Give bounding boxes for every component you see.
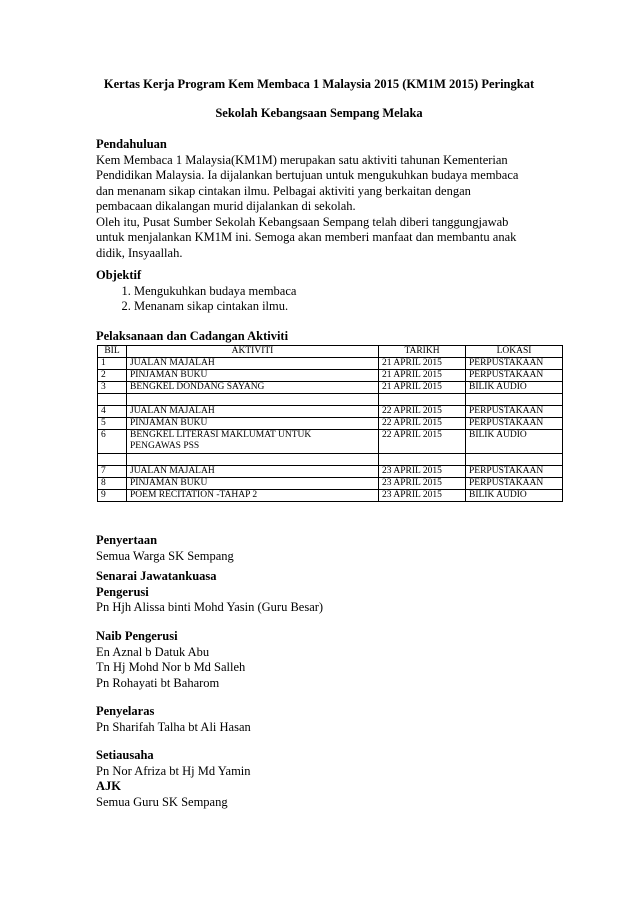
setiausaha-section	[96, 748, 566, 810]
cell-bil: 6	[98, 430, 127, 454]
table-row-empty	[98, 454, 563, 466]
cell-aktiviti: BENGKEL LITERASI MAKLUMAT UNTUK PENGAWAS PSS	[127, 430, 379, 454]
cell-lokasi: PERPUSTAKAAN	[466, 406, 563, 418]
naib-pengerusi-section	[96, 629, 566, 691]
setiausaha-name: Pn Nor Afriza bt Hj Md Yamin	[96, 763, 251, 778]
penyertaan-text: Semua Warga SK Sempang	[96, 548, 234, 563]
cell-tarikh: 21 APRIL 2015	[379, 382, 466, 394]
penyertaan-section	[96, 533, 566, 564]
cell-lokasi: BILIK AUDIO	[466, 490, 563, 502]
naib-pengerusi-heading: Naib Pengerusi	[96, 629, 178, 643]
pendahuluan-section	[96, 137, 566, 261]
cell-lokasi: PERPUSTAKAAN	[466, 358, 563, 370]
cell-aktiviti: BENGKEL DONDANG SAYANG	[127, 382, 379, 394]
naib-pengerusi-name: Pn Rohayati bt Baharom	[96, 675, 220, 690]
naib-pengerusi-name: Tn Hj Mohd Nor b Md Salleh	[96, 660, 246, 674]
cell-lokasi: PERPUSTAKAAN	[466, 370, 563, 382]
cell-aktiviti: PINJAMAN BUKU	[127, 418, 379, 430]
document-title-line2: Sekolah Kebangsaan Sempang Melaka	[215, 106, 423, 120]
setiausaha-heading: Setiausaha	[96, 748, 154, 762]
pendahuluan-line: didik, Insyaallah.	[96, 245, 183, 260]
cell-tarikh: 23 APRIL 2015	[379, 490, 466, 502]
list-item: 1. Mengukuhkan budaya membaca	[134, 284, 566, 300]
cell-lokasi: BILIK AUDIO	[466, 430, 563, 454]
penyelaras-name: Pn Sharifah Talha bt Ali Hasan	[96, 719, 251, 734]
cell-tarikh: 22 APRIL 2015	[379, 418, 466, 430]
jawatankuasa-section	[96, 569, 566, 616]
cell-aktiviti: PINJAMAN BUKU	[127, 370, 379, 382]
table-header-row	[98, 346, 563, 358]
pendahuluan-line: Kem Membaca 1 Malaysia(KM1M) merupakan satu aktiviti tahunan Kementerian	[96, 152, 508, 167]
penyelaras-section	[96, 704, 566, 735]
cell-bil: 7	[98, 466, 127, 478]
cell-bil: 2	[98, 370, 127, 382]
column-header-bil: BIL	[98, 346, 127, 358]
cell-tarikh: 22 APRIL 2015	[379, 406, 466, 418]
cell-tarikh: 22 APRIL 2015	[379, 430, 466, 454]
table-row	[98, 406, 563, 418]
cell-tarikh: 23 APRIL 2015	[379, 478, 466, 490]
cell-lokasi	[466, 454, 563, 466]
cell-tarikh: 21 APRIL 2015	[379, 370, 466, 382]
table-row	[98, 382, 563, 394]
cell-bil	[98, 454, 127, 466]
cell-aktiviti: JUALAN MAJALAH	[127, 406, 379, 418]
cell-tarikh: 21 APRIL 2015	[379, 358, 466, 370]
pelaksanaan-heading: Pelaksanaan dan Cadangan Aktiviti	[96, 329, 289, 343]
table-row	[98, 430, 563, 454]
cell-bil: 8	[98, 478, 127, 490]
cell-aktiviti: JUALAN MAJALAH	[127, 358, 379, 370]
cell-lokasi: BILIK AUDIO	[466, 382, 563, 394]
cell-aktiviti: PINJAMAN BUKU	[127, 478, 379, 490]
cell-bil: 9	[98, 490, 127, 502]
table-row	[98, 358, 563, 370]
ajk-heading: AJK	[96, 779, 121, 793]
naib-pengerusi-name: En Aznal b Datuk Abu	[96, 644, 210, 659]
cell-lokasi	[466, 394, 563, 406]
table-row	[98, 370, 563, 382]
pendahuluan-line: untuk menjalankan KM1M ini. Semoga akan memberi manfaat dan membantu anak	[96, 230, 517, 244]
column-header-lokasi: LOKASI	[466, 346, 563, 358]
cell-bil: 1	[98, 358, 127, 370]
column-header-aktiviti: AKTIVITI	[127, 346, 379, 358]
cell-bil: 4	[98, 406, 127, 418]
pendahuluan-line: Oleh itu, Pusat Sumber Sekolah Kebangsaan Sempang telah diberi tanggungjawab	[96, 214, 509, 229]
objektif-heading: Objektif	[96, 268, 142, 282]
cell-lokasi: PERPUSTAKAAN	[466, 418, 563, 430]
pengerusi-name: Pn Hjh Alissa binti Mohd Yasin (Guru Besar)	[96, 600, 324, 614]
cell-bil: 5	[98, 418, 127, 430]
pendahuluan-heading: Pendahuluan	[96, 137, 167, 151]
pendahuluan-line: dan menanam sikap cintakan ilmu. Pelbagai aktiviti yang berkaitan dengan	[96, 183, 471, 198]
table-row-empty	[98, 394, 563, 406]
cell-aktiviti	[127, 394, 379, 406]
pengerusi-heading: Pengerusi	[96, 584, 149, 599]
jawatankuasa-heading: Senarai Jawatankuasa	[96, 569, 217, 583]
ajk-text: Semua Guru SK Sempang	[96, 794, 228, 809]
cell-aktiviti: JUALAN MAJALAH	[127, 466, 379, 478]
pendahuluan-line: Pendidikan Malaysia. Ia dijalankan bertujuan untuk mengukuhkan budaya membaca	[96, 168, 519, 182]
penyertaan-heading: Penyertaan	[96, 533, 158, 547]
list-item: 2. Menanam sikap cintakan ilmu.	[134, 299, 566, 315]
table-row	[98, 490, 563, 502]
table-row	[98, 418, 563, 430]
cell-lokasi: PERPUSTAKAAN	[466, 466, 563, 478]
table-row	[98, 466, 563, 478]
activity-table	[97, 345, 563, 502]
document-title-line1: Kertas Kerja Program Kem Membaca 1 Malaysia 2015 (KM1M 2015) Peringkat	[103, 77, 535, 91]
column-header-tarikh: TARIKH	[379, 346, 466, 358]
table-row	[98, 478, 563, 490]
objektif-section	[96, 268, 566, 315]
penyelaras-heading: Penyelaras	[96, 704, 155, 718]
cell-aktiviti	[127, 454, 379, 466]
cell-bil: 3	[98, 382, 127, 394]
cell-aktiviti: POEM RECITATION -TAHAP 2	[127, 490, 379, 502]
cell-tarikh	[379, 394, 466, 406]
cell-tarikh	[379, 454, 466, 466]
objektif-list	[96, 284, 566, 315]
cell-bil	[98, 394, 127, 406]
cell-tarikh: 23 APRIL 2015	[379, 466, 466, 478]
cell-lokasi: PERPUSTAKAAN	[466, 478, 563, 490]
pendahuluan-line: pembacaan dikalangan murid dijalankan di sekolah.	[96, 199, 356, 213]
